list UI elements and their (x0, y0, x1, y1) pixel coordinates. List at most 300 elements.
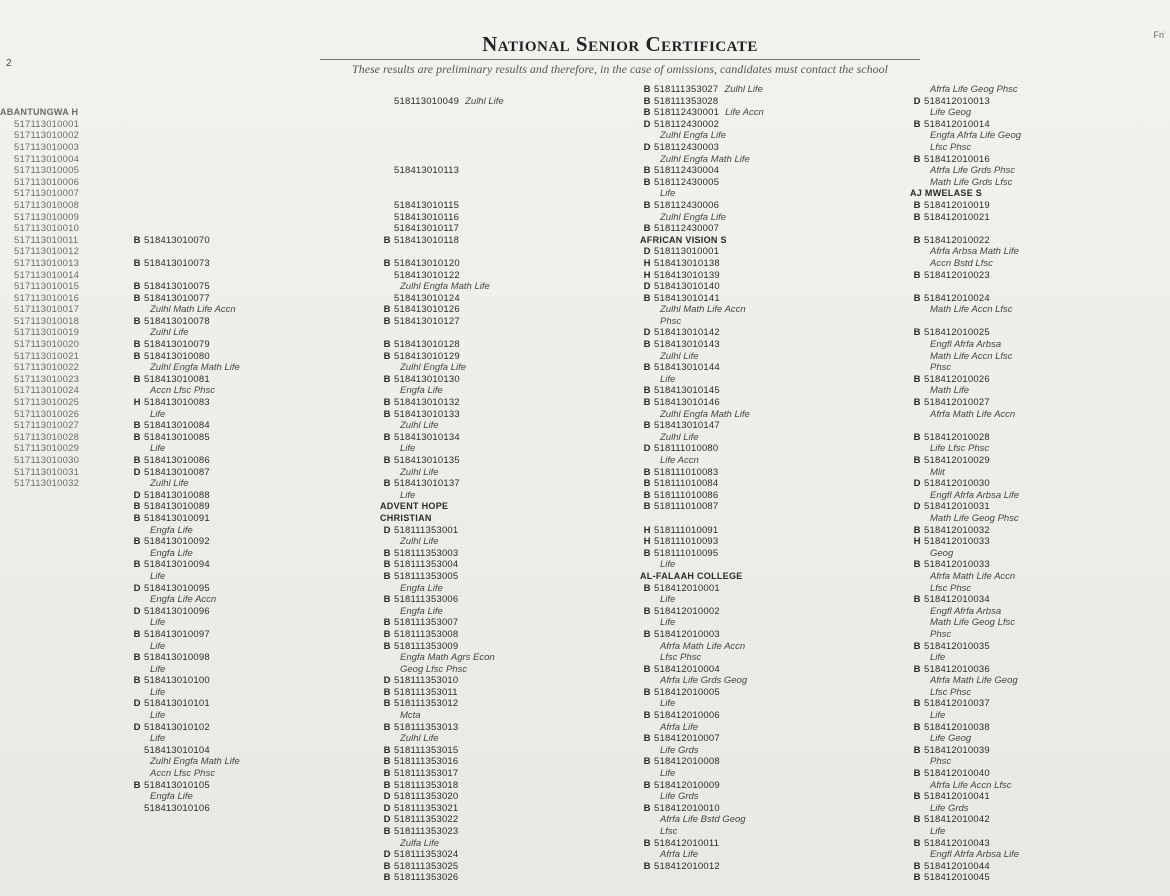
subject-codes: Engfa Life (400, 582, 443, 594)
result-code (130, 362, 144, 374)
result-line (130, 200, 380, 212)
result-line (380, 698, 640, 710)
candidate-number: 518412010003 (654, 628, 720, 640)
results-column (0, 84, 130, 896)
result-line (0, 432, 130, 444)
result-code (380, 467, 394, 479)
result-code (910, 710, 924, 722)
result-code: D (383, 791, 391, 803)
result-code: B (133, 512, 141, 524)
result-line (380, 594, 640, 606)
result-line (910, 200, 1170, 212)
result-line (910, 478, 1170, 490)
result-code: B (133, 281, 141, 293)
candidate-number: 518412010032 (924, 524, 990, 536)
result-line (640, 501, 910, 513)
subject-codes: Zulhl Engfa Math Life (660, 408, 750, 420)
result-line (640, 443, 910, 455)
result-line (380, 235, 640, 247)
result-line (380, 443, 640, 455)
result-line (640, 849, 910, 861)
candidate-number: 518112430006 (654, 199, 720, 211)
result-code (640, 409, 654, 421)
result-line (910, 293, 1170, 305)
result-code (640, 304, 654, 316)
result-code: B (913, 640, 921, 652)
result-code: B (133, 315, 141, 327)
result-code: H (643, 269, 651, 281)
result-code: B (643, 779, 651, 791)
result-code: B (133, 652, 141, 664)
candidate-number: 518111353025 (394, 860, 459, 872)
result-code (380, 270, 394, 282)
results-column (380, 84, 640, 896)
result-line (130, 490, 380, 502)
result-line (640, 130, 910, 142)
result-code: B (383, 721, 391, 733)
result-line (130, 351, 380, 363)
result-code (640, 455, 654, 467)
result-code (380, 733, 394, 745)
school-name: AL-FALAAH COLLEGE (640, 570, 743, 581)
result-line (130, 803, 380, 815)
result-line (640, 258, 910, 270)
result-code: B (133, 455, 141, 466)
school-name: AJ MWELASE S (910, 188, 983, 199)
subject-codes: Life Grds (660, 791, 699, 803)
result-code (910, 467, 924, 479)
result-line (910, 501, 1170, 513)
candidate-number: 517113010032 (14, 478, 80, 490)
result-line (130, 687, 380, 699)
result-code: B (643, 628, 651, 640)
result-code: B (383, 397, 391, 409)
result-line (0, 385, 130, 397)
result-code (130, 745, 144, 757)
result-code: D (133, 605, 141, 617)
candidate-number: 518412010006 (654, 710, 720, 722)
result-code (910, 849, 924, 861)
result-code (910, 687, 924, 699)
result-line (910, 362, 1170, 374)
result-line (910, 467, 1170, 479)
result-code (380, 154, 394, 166)
candidate-number: 518413010146 (654, 397, 720, 409)
result-code: B (133, 501, 141, 513)
result-code: B (913, 594, 921, 606)
result-line (130, 246, 380, 258)
result-line (910, 304, 1170, 316)
school-name: ABANTUNGWA H (0, 107, 79, 118)
subject-codes: Life Grds (930, 802, 969, 814)
result-line (910, 513, 1170, 525)
result-code (0, 96, 14, 108)
candidate-number: 517113010020 (14, 339, 80, 351)
candidate-number: 518412010019 (924, 199, 990, 211)
result-line (640, 212, 910, 224)
result-code: B (913, 373, 921, 385)
result-line (640, 119, 910, 131)
subject-codes: Zulhl Life (150, 327, 189, 339)
candidate-number: 518412010010 (654, 802, 720, 814)
result-line (640, 281, 910, 293)
result-code: H (643, 524, 651, 536)
result-code: D (383, 524, 391, 536)
candidate-number: 518113010001 (654, 246, 720, 258)
result-code (910, 756, 924, 768)
result-line (0, 258, 130, 270)
result-code: B (133, 234, 141, 246)
candidate-number: 518413010102 (144, 721, 210, 733)
result-code (910, 339, 924, 351)
result-code: B (133, 431, 141, 443)
candidate-number: 518111010095 (654, 547, 719, 559)
result-code (0, 223, 14, 235)
result-code: D (383, 849, 391, 861)
result-line (910, 374, 1170, 386)
result-line (910, 397, 1170, 409)
result-code (380, 664, 394, 676)
result-code (380, 281, 394, 293)
result-code (130, 768, 144, 780)
result-code (130, 478, 144, 490)
candidate-number: 518413010128 (394, 339, 460, 351)
result-code (0, 165, 14, 177)
result-code: H (913, 536, 921, 548)
result-line (910, 258, 1170, 270)
result-code (910, 84, 924, 96)
result-code (910, 177, 924, 189)
candidate-number: 518111353018 (394, 779, 459, 791)
candidate-number: 517113010008 (14, 199, 80, 211)
candidate-number: 518413010091 (144, 512, 210, 524)
result-line (910, 803, 1170, 815)
candidate-number: 518412010033 (924, 559, 990, 571)
result-line (910, 745, 1170, 757)
result-line (910, 246, 1170, 258)
result-code (380, 119, 394, 131)
result-code (0, 478, 14, 490)
result-code: D (643, 141, 651, 153)
result-code (130, 84, 144, 96)
result-line (640, 397, 910, 409)
result-code (0, 443, 14, 455)
result-code (130, 733, 144, 745)
result-code (130, 270, 144, 282)
candidate-number: 518413010140 (654, 281, 720, 293)
candidate-number: 518413010098 (144, 652, 210, 664)
result-code: D (383, 675, 391, 687)
result-code: B (913, 663, 921, 675)
result-code: B (383, 860, 391, 872)
result-line (130, 467, 380, 479)
result-line (910, 559, 1170, 571)
subject-codes: Zulhl Math Life Accn (150, 304, 236, 316)
result-line (130, 304, 380, 316)
result-code: B (643, 686, 651, 698)
result-code (130, 594, 144, 606)
result-line (910, 861, 1170, 873)
candidate-number: 518413010116 (394, 211, 460, 223)
result-code (130, 548, 144, 560)
result-code: B (133, 675, 141, 687)
candidate-number: 518111010084 (654, 478, 719, 490)
result-line (130, 258, 380, 270)
result-code (640, 641, 654, 653)
result-line (910, 675, 1170, 687)
candidate-number: 518112430004 (654, 165, 720, 177)
result-line (130, 432, 380, 444)
result-code: B (643, 860, 651, 872)
result-code (130, 223, 144, 235)
result-code (910, 316, 924, 328)
candidate-number: 518111353027 (654, 84, 719, 95)
result-line (910, 327, 1170, 339)
candidate-number: 518413010095 (144, 582, 210, 594)
school-name: ADVENT HOPE (380, 501, 449, 512)
result-code (910, 420, 924, 432)
result-line (130, 629, 380, 641)
result-line (130, 536, 380, 548)
result-line (0, 235, 130, 247)
result-code: B (913, 837, 921, 849)
result-code (0, 188, 14, 200)
candidate-number: 518111353020 (394, 791, 459, 803)
result-code: B (383, 547, 391, 559)
result-code (910, 130, 924, 142)
result-line (130, 745, 380, 757)
result-line (130, 525, 380, 537)
result-line (0, 374, 130, 386)
result-line (910, 142, 1170, 154)
candidate-number: 518412010001 (654, 582, 720, 594)
result-code: B (383, 686, 391, 698)
result-line (130, 710, 380, 722)
result-code: B (643, 362, 651, 374)
candidate-number: 518412010034 (924, 594, 990, 606)
result-line (0, 212, 130, 224)
result-line (130, 154, 380, 166)
result-line (640, 710, 910, 722)
result-line (380, 212, 640, 224)
result-code (380, 96, 394, 108)
result-line (640, 107, 910, 119)
candidate-number: 518413010113 (394, 165, 460, 177)
result-code (130, 188, 144, 200)
result-line (640, 409, 910, 421)
result-code: B (383, 315, 391, 327)
result-code: B (643, 501, 651, 513)
result-line (130, 177, 380, 189)
result-code (910, 571, 924, 583)
result-line (640, 629, 910, 641)
candidate-number: 518412010038 (924, 721, 990, 733)
subject-codes: Math Life (930, 385, 970, 397)
candidate-number: 517113010025 (14, 397, 80, 409)
result-line (130, 293, 380, 305)
result-line (640, 84, 910, 96)
result-code (380, 177, 394, 189)
result-line (380, 432, 640, 444)
result-line (130, 548, 380, 560)
result-code: B (133, 339, 141, 351)
result-code: B (133, 292, 141, 304)
result-code: B (383, 350, 391, 362)
result-code (640, 316, 654, 328)
result-line (640, 698, 910, 710)
subject-codes: Life (660, 617, 676, 629)
subject-codes: Zulhl Engfa Life (660, 211, 727, 223)
result-code (0, 490, 14, 502)
result-code (380, 490, 394, 502)
result-code (0, 293, 14, 305)
result-code (0, 258, 14, 270)
result-code (910, 304, 924, 316)
candidate-number: 518112430001 (654, 107, 720, 119)
result-code (380, 223, 394, 235)
result-code: B (643, 710, 651, 722)
result-code (380, 84, 394, 96)
subject-codes: Engfa Math Agrs Econ (400, 652, 495, 664)
result-line (380, 385, 640, 397)
result-code: D (383, 802, 391, 814)
result-line (0, 467, 130, 479)
result-code: B (383, 559, 391, 571)
result-code: D (643, 118, 651, 130)
result-code (640, 617, 654, 629)
result-code (380, 443, 394, 455)
result-code (910, 733, 924, 745)
result-line (910, 443, 1170, 455)
candidate-number: 518413010147 (654, 420, 720, 432)
result-code (640, 768, 654, 780)
result-line (910, 629, 1170, 641)
candidate-number: 518413010144 (654, 362, 720, 374)
result-line (0, 281, 130, 293)
candidate-number: 518111353023 (394, 826, 459, 837)
result-line (380, 803, 640, 815)
result-line (640, 826, 910, 838)
subject-codes: Life (930, 652, 946, 664)
candidate-number: 518413010089 (144, 501, 210, 513)
result-line (380, 872, 640, 884)
result-line (640, 780, 910, 792)
result-line (910, 768, 1170, 780)
result-line (380, 722, 640, 734)
result-line (130, 501, 380, 513)
result-line (130, 107, 380, 119)
candidate-number: 518111353008 (394, 628, 459, 640)
result-line (0, 154, 130, 166)
result-code: B (133, 420, 141, 432)
result-line (380, 838, 640, 850)
result-code (380, 293, 394, 305)
result-line (910, 525, 1170, 537)
result-line (640, 525, 910, 537)
result-line (640, 362, 910, 374)
result-code (0, 455, 14, 467)
result-line (910, 791, 1170, 803)
result-line (380, 397, 640, 409)
subject-codes: Afrfa Life Grds Phsc (930, 165, 1016, 177)
result-line (0, 84, 130, 96)
result-code (910, 826, 924, 838)
result-code (130, 130, 144, 142)
result-line (130, 780, 380, 792)
result-code: B (383, 431, 391, 443)
subject-codes: Lfsc Phsc (930, 686, 972, 698)
result-line (380, 849, 640, 861)
candidate-number: 518111353013 (394, 721, 459, 733)
candidate-number: 517113010007 (14, 188, 80, 200)
result-line (910, 548, 1170, 560)
candidate-number: 518412010030 (924, 478, 990, 490)
subject-codes: Zulhl Engfa Life (400, 362, 467, 374)
result-line (130, 478, 380, 490)
result-line (380, 327, 640, 339)
result-line (910, 687, 1170, 699)
result-code (910, 246, 924, 258)
candidate-number: 518413010124 (394, 292, 460, 304)
result-line (0, 165, 130, 177)
result-code (130, 142, 144, 154)
result-line (640, 861, 910, 873)
result-code: D (643, 327, 651, 339)
candidate-number: 518413010086 (144, 455, 210, 466)
result-code (0, 130, 14, 142)
result-code: B (913, 211, 921, 223)
result-line (380, 107, 640, 119)
result-code (0, 362, 14, 374)
result-line (130, 235, 380, 247)
result-line (130, 84, 380, 96)
candidate-number: 517113010013 (14, 257, 80, 269)
candidate-number: 518412010002 (654, 605, 720, 617)
candidate-number: 517113010018 (14, 315, 80, 327)
result-line (910, 826, 1170, 838)
result-line (380, 420, 640, 432)
result-code: B (643, 339, 651, 351)
result-code: H (643, 257, 651, 269)
result-line (640, 722, 910, 734)
result-line (910, 351, 1170, 363)
candidate-number: 518413010092 (144, 536, 210, 548)
result-code (380, 385, 394, 397)
result-line (380, 154, 640, 166)
result-code: B (643, 489, 651, 501)
candidate-number: 517113010001 (14, 118, 80, 130)
result-code: D (133, 721, 141, 733)
candidate-number: 518412010005 (654, 686, 720, 698)
candidate-number: 518412010028 (924, 431, 990, 443)
candidate-number: 518412010004 (654, 663, 720, 675)
subject-codes: Afrfa Math Life Accn (930, 408, 1016, 420)
result-line (910, 698, 1170, 710)
result-code (910, 548, 924, 560)
candidate-number: 518413010141 (654, 292, 720, 304)
subject-codes: Engfa Life (150, 791, 193, 803)
result-code (640, 698, 654, 710)
result-code (640, 212, 654, 224)
result-line (380, 84, 640, 96)
result-code (910, 165, 924, 177)
result-line (130, 409, 380, 421)
result-line (910, 722, 1170, 734)
result-line (0, 501, 130, 513)
result-line (640, 478, 910, 490)
result-line (380, 478, 640, 490)
result-line (910, 223, 1170, 235)
